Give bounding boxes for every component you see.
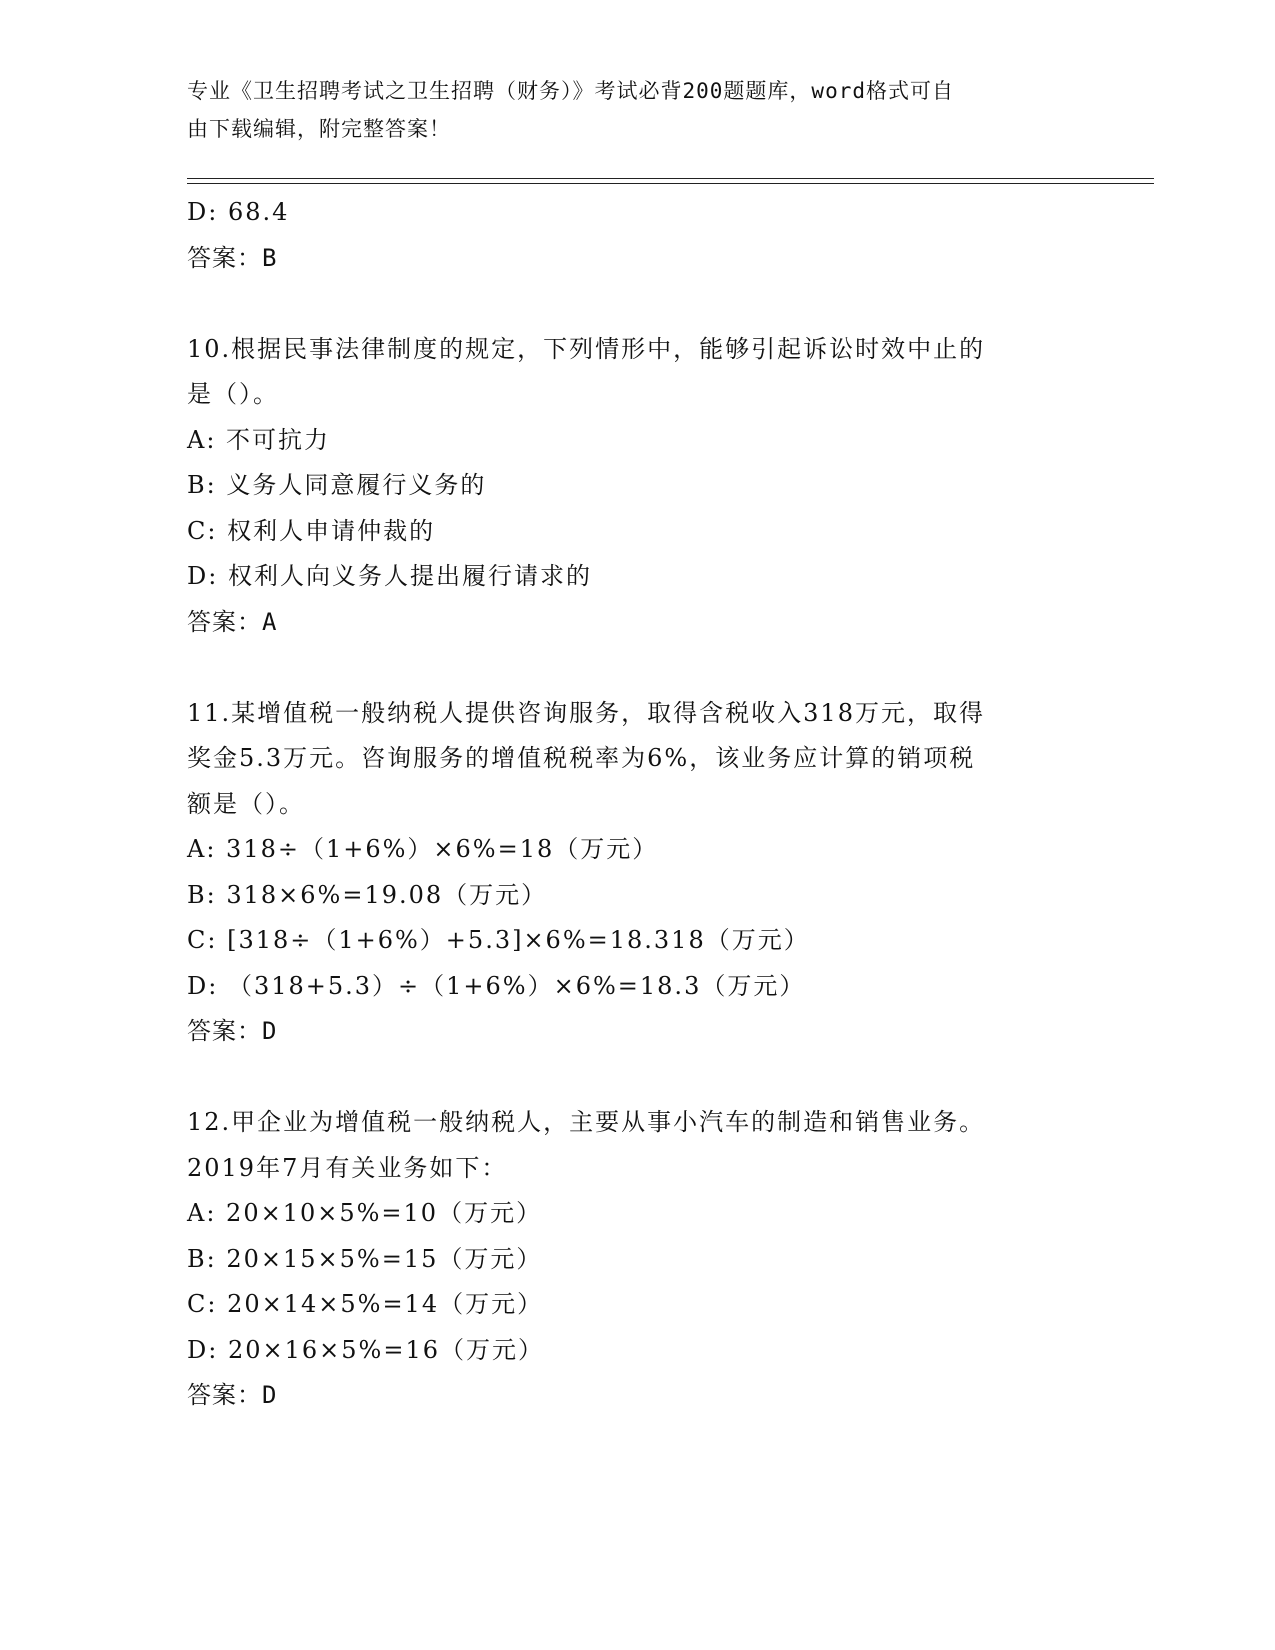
- option-a: A: 20×10×5%=10（万元）: [187, 1199, 543, 1227]
- option-d: D: 权利人向义务人提出履行请求的: [187, 562, 592, 590]
- answer: 答案：A: [187, 607, 278, 636]
- question-stem: 奖金5.3万元。咨询服务的增值税税率为6%，该业务应计算的销项税: [187, 744, 976, 772]
- question-list: [187, 190, 1087, 1419]
- document-header: [187, 72, 1067, 148]
- answer: 答案：B: [187, 243, 278, 272]
- option-d: D: 20×16×5%=16（万元）: [187, 1335, 544, 1364]
- spacer: [187, 1055, 1087, 1101]
- spacer: [187, 645, 1087, 691]
- question-11: [187, 691, 1087, 1055]
- option-b: B: 20×15×5%=15（万元）: [187, 1244, 543, 1273]
- option-c: C: [318÷（1+6%）+5.3]×6%=18.318（万元）: [187, 926, 810, 954]
- option-d: D: （318+5.3）÷（1+6%）×6%=18.3（万元）: [187, 971, 806, 1000]
- question-stem: 2019年7月有关业务如下：: [187, 1153, 508, 1182]
- question-stem: 是（）。: [187, 380, 279, 408]
- option-b: B: 义务人同意履行义务的: [187, 471, 487, 499]
- header-divider-bottom: [187, 183, 1154, 184]
- answer: 答案：D: [187, 1017, 278, 1045]
- option-c: C: 权利人申请仲裁的: [187, 516, 436, 545]
- option-d: D: 68.4: [187, 198, 290, 226]
- header-line-2: 由下载编辑，附完整答案！: [187, 117, 451, 141]
- header-divider-top: [187, 178, 1154, 179]
- question-stem: 额是（）。: [187, 789, 305, 818]
- spacer: [187, 281, 1087, 327]
- previous-question-tail: [187, 190, 1087, 281]
- question-stem: 10.根据民事法律制度的规定，下列情形中，能够引起诉讼时效中止的: [187, 334, 986, 363]
- question-12: [187, 1100, 1087, 1419]
- question-stem: 12.甲企业为增值税一般纳税人，主要从事小汽车的制造和销售业务。: [187, 1108, 986, 1136]
- option-c: C: 20×14×5%=14（万元）: [187, 1290, 544, 1318]
- header-line-1: 专业《卫生招聘考试之卫生招聘（财务）》考试必背200题题库，word格式可自: [187, 79, 954, 103]
- question-10: [187, 327, 1087, 646]
- option-a: A: 不可抗力: [187, 425, 331, 454]
- question-stem: 11.某增值税一般纳税人提供咨询服务，取得含税收入318万元，取得: [187, 698, 985, 727]
- option-a: A: 318÷（1+6%）×6%=18（万元）: [187, 835, 659, 863]
- option-b: B: 318×6%=19.08（万元）: [187, 880, 548, 909]
- answer: 答案：D: [187, 1381, 278, 1409]
